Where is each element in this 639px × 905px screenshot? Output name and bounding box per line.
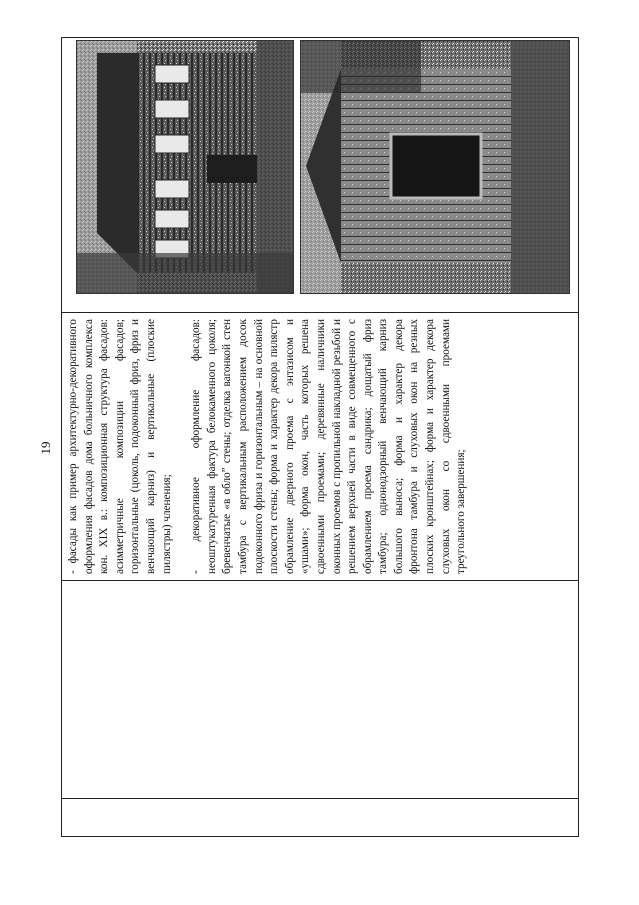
column-number [62,798,578,836]
column-photos [62,36,578,312]
column-object [62,580,578,798]
house-facade-photo [76,40,294,294]
description-text [66,319,470,574]
paragraph-decoration: - декоративное оформление фасадов: неоштукатуренная фактура белокаменного цоколя; бревенчатые «в облоˮ стены; отделка вагонкой стен тамбура с вертикальным расположением досок подоконного фриза и горизонтальным – на основной плоскости стены; форма и характер декора пилястр обрамление дверного проема с энтазисом и «ушами»; форма окон, часть которых решена сдвоенными проемами; деревянные наличники оконных проемов с пропильной накладной резьбой и решением верхней части в виде совмещенного с обрамлением проема сандрика; дощатый фриз тамбура; однонодзорный венчающий карниз большого выноса; форма и характер декора фронтона тамбура и слуховых окон на резных плоских кронштейнах; форма и характер декора слуховых окон со сдвоенными проемами треугольного завершения; [190,319,468,574]
column-description [62,312,578,580]
entrance-vestibule-photo [300,40,570,294]
register-table [61,37,579,837]
rotated-page [61,37,579,837]
page-number: 19 [38,441,53,455]
paragraph-facades: - фасады как пример архитектурно-декоративного оформления фасадов дома больничного комплекса кон. XIX в.: композиционная структура фасадов: асимметричные композиции фасадов; горизонтальные (цоколь, подоконный фриз, фриз и венчающий карниз) и вертикальные (плоские пилястры) членения; [67,319,173,574]
